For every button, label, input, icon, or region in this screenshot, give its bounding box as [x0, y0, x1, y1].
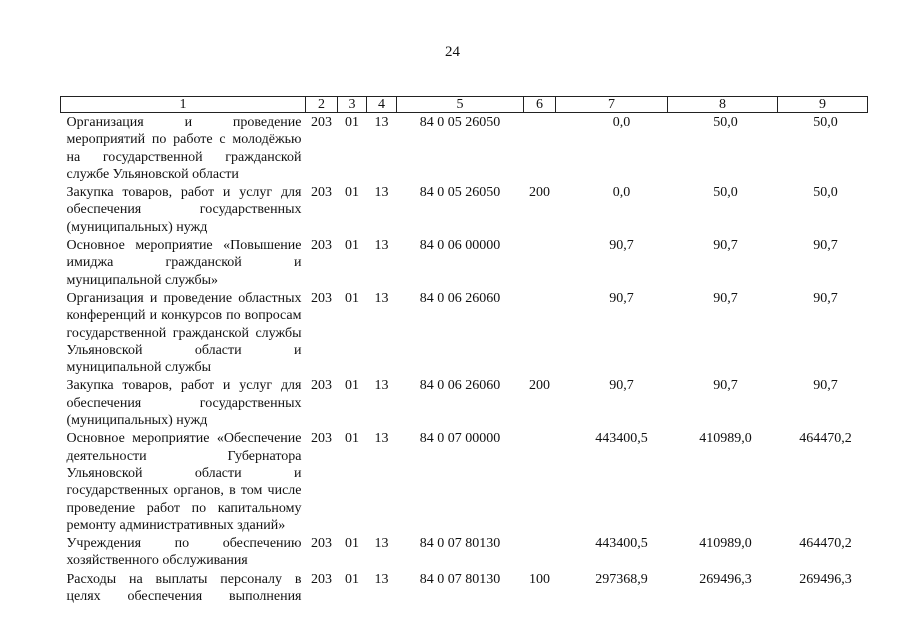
table-row: [61, 429, 868, 534]
row-amount-9: 464470,2: [799, 536, 852, 552]
row-section-code: 01: [345, 536, 359, 552]
row-amount-8: 90,7: [713, 238, 738, 254]
table-row: [61, 534, 868, 570]
row-expense-type: [524, 534, 556, 570]
row-amount-9: 90,7: [813, 378, 838, 394]
row-section-code: 01: [345, 115, 359, 130]
header-col-6: 6: [524, 97, 556, 113]
header-col-8: 8: [668, 97, 778, 113]
row-amount-8: 90,7: [713, 290, 738, 306]
row-amount-7: 443400,5: [595, 431, 648, 447]
row-ministry-code: 203: [311, 378, 332, 394]
row-amount-9: 50,0: [813, 115, 838, 130]
row-section-code: 01: [345, 238, 359, 254]
table-row: [61, 113, 868, 184]
row-ministry-code: 203: [311, 431, 332, 447]
header-col-9: 9: [778, 97, 868, 113]
row-amount-8: 50,0: [713, 115, 738, 130]
page-number: 24: [445, 44, 460, 60]
row-amount-9: 90,7: [813, 238, 838, 254]
row-amount-7: 90,7: [609, 378, 634, 394]
row-amount-8: 410989,0: [699, 431, 752, 447]
row-subsection-code: 13: [374, 431, 389, 447]
row-ministry-code: 203: [311, 115, 332, 130]
row-ministry-code: 203: [311, 238, 332, 254]
row-subsection-code: 13: [374, 290, 389, 306]
row-expense-type: [524, 289, 556, 376]
row-target-code: 84 0 05 26050: [419, 115, 501, 130]
header-col-2: 2: [306, 97, 338, 113]
table-row: [61, 376, 868, 429]
table-header: [61, 97, 868, 113]
row-amount-8: 269496,3: [699, 571, 752, 587]
row-amount-8: 90,7: [713, 378, 738, 394]
row-amount-7: 443400,5: [595, 536, 648, 552]
row-subsection-code: 13: [374, 571, 389, 587]
row-subsection-code: 13: [374, 378, 389, 394]
row-name: Учреждения по обеспечению хозяйственного обслуживания: [66, 536, 302, 569]
row-ministry-code: 203: [311, 290, 332, 306]
row-subsection-code: 13: [374, 185, 389, 201]
row-expense-type: 200: [529, 185, 550, 201]
row-ministry-code: 203: [311, 571, 332, 587]
row-name: Расходы на выплаты персоналу в целях обеспечения выполнения: [66, 571, 302, 605]
row-subsection-code: 13: [374, 536, 389, 552]
row-amount-7: 0,0: [612, 185, 631, 201]
row-target-code: 84 0 07 80130: [419, 536, 501, 552]
row-amount-8: 50,0: [713, 185, 738, 201]
table-row: [61, 570, 868, 606]
row-amount-7: 0,0: [612, 115, 631, 130]
row-section-code: 01: [345, 571, 359, 587]
row-target-code: 84 0 06 26060: [419, 290, 501, 306]
header-col-4: 4: [367, 97, 397, 113]
row-subsection-code: 13: [374, 115, 389, 130]
table-row: [61, 236, 868, 289]
row-expense-type: 100: [529, 571, 550, 587]
header-col-1: 1: [61, 97, 306, 113]
row-name: Закупка товаров, работ и услуг для обеспечения государственных (муниципальных) нужд: [66, 378, 302, 429]
budget-table: [60, 96, 868, 605]
row-target-code: 84 0 07 00000: [419, 431, 501, 447]
row-name: Организация и проведение мероприятий по работе с молодёжью на государственной гражданской службе Ульяновской области: [66, 115, 302, 182]
row-ministry-code: 203: [311, 536, 332, 552]
row-section-code: 01: [345, 378, 359, 394]
header-col-5: 5: [397, 97, 524, 113]
table-row: [61, 289, 868, 376]
row-amount-9: 50,0: [813, 185, 838, 201]
row-amount-9: 464470,2: [799, 431, 852, 447]
row-expense-type: [524, 113, 556, 184]
row-target-code: 84 0 06 00000: [419, 238, 501, 254]
row-target-code: 84 0 07 80130: [419, 571, 501, 587]
row-expense-type: [524, 429, 556, 534]
row-amount-9: 269496,3: [799, 571, 852, 587]
row-amount-7: 90,7: [609, 238, 634, 254]
row-name: Организация и проведение областных конференций и конкурсов по вопросам государственной гражданской службы Ульяновской области и муниципальной службы: [66, 290, 302, 376]
row-name: Закупка товаров, работ и услуг для обеспечения государственных (муниципальных) нужд: [66, 185, 302, 235]
row-amount-9: 90,7: [813, 290, 838, 306]
header-col-3: 3: [338, 97, 367, 113]
row-expense-type: 200: [529, 378, 550, 394]
row-section-code: 01: [345, 185, 359, 201]
row-subsection-code: 13: [374, 238, 389, 254]
row-expense-type: [524, 236, 556, 289]
row-name: Основное мероприятие «Обеспечение деятельности Губернатора Ульяновской области и государственных органов, в том числе проведение работ по капитальному ремонту административных зданий»: [66, 431, 302, 533]
row-amount-7: 90,7: [609, 290, 634, 306]
header-col-7: 7: [556, 97, 668, 113]
row-target-code: 84 0 05 26050: [419, 185, 501, 201]
row-target-code: 84 0 06 26060: [419, 378, 501, 394]
row-name: Основное мероприятие «Повышение имиджа гражданской и муниципальной службы»: [66, 238, 302, 288]
row-amount-7: 297368,9: [595, 571, 648, 587]
row-ministry-code: 203: [311, 185, 332, 201]
table-row: [61, 183, 868, 236]
row-section-code: 01: [345, 431, 359, 447]
row-section-code: 01: [345, 290, 359, 306]
row-amount-8: 410989,0: [699, 536, 752, 552]
